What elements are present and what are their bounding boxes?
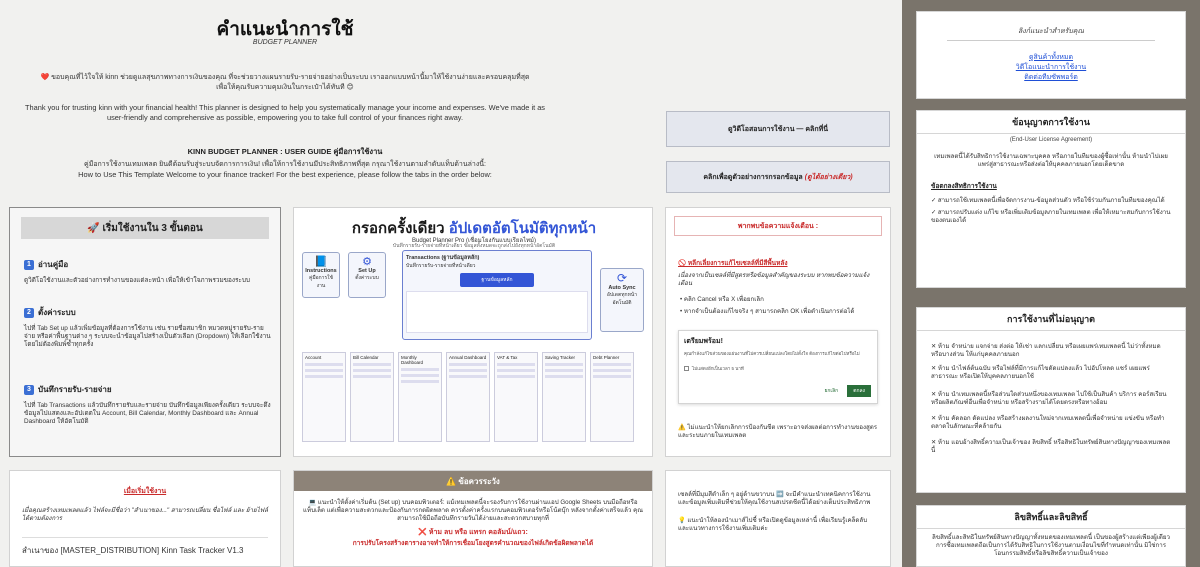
step-number-badge: 3	[24, 385, 34, 395]
box-sub: อัปเดตทุกหน้าอัตโนมัติ	[606, 292, 638, 306]
copyright-card	[916, 505, 1186, 567]
caution-text: 💻 แนะนำให้ตั้งค่าเริ่มต้น (Set up) บนคอมพิวเตอร์: แม้เทมเพลตนี้จะรองรับการใช้งานผ่านแอป Google Sheets บนมือถือหรือแท็บเล็ต แต่เพื่อความสะดวกและป้องกันการกดผิดพลาด ควรตั้งค่าครั้งแรกบนคอมพิวเตอร์หรือโน้ตบุ๊ก หลังจากตั้งค่าเสร็จแล้ว คุณสามารถใช้มือถือบันทึกรายวันได้ง่ายและสะดวกสบายทุกที่	[303, 499, 643, 522]
video-tutorial-label: ดูวิดีโอสอนการใช้งาน — คลิกที่นี่	[728, 125, 828, 133]
thanks-thai-line-2: เพื่อให้คุณรับความคุมเงินในกระเป๋าได้ทันที 😊	[216, 84, 354, 91]
license-title: ข้อนุญาตการใช้งาน	[917, 111, 1185, 134]
license-card	[916, 110, 1186, 288]
mini-label: Saving Tracker	[545, 355, 576, 360]
box-sub: บันทึกรายรับ-รายจ่ายที่หน้าเดียว	[406, 263, 476, 269]
link-contact-support[interactable]: ติดต่อทีมซัพพอร์ต	[1024, 74, 1078, 81]
instructions-box	[302, 252, 340, 298]
mini-label: Annual Dashboard	[449, 355, 487, 360]
transactions-box	[402, 250, 592, 340]
alert-heading: พากพบข้อความแจ้งเตือน :	[674, 216, 882, 236]
links-card	[916, 11, 1186, 99]
alert-panel	[665, 207, 891, 457]
mini-page-account	[302, 352, 346, 442]
dialog-checkbox-label: ไม่แสดงอีกเป็นเวลา 5 นาที	[692, 366, 744, 371]
warning-dialog-preview	[678, 330, 878, 404]
guide-english: How to Use This Template Welcome to your finance tracker! For the best experience, please follow the tabs in the order below:	[78, 170, 492, 179]
step-text: ไปที่ Tab Transactions แล้วบันทึกรายรับและรายจ่าย บันทึกข้อมูลเพียงครั้งเดียว ระบบจะดึงข้อมูลไปแสดงและอัปเดตใน Account, Bill Calendar, Monthly Dashboard และ Annual Dashboard ให้อัตโนมัติ	[24, 402, 271, 425]
alert-footer: ⚠️ ไม่แนะนำให้ยกเลิกการป้องกันชีต เพราะอาจส่งผลต่อการทำงานของสูตรและระบบภายในเทมเพลต	[678, 424, 878, 439]
allowed-title: ข้อตกลงสิทธิการใช้งาน	[931, 183, 997, 190]
mini-page-vat-tax	[494, 352, 538, 442]
caution-red-1: ❌ ห้าม ลบ หรือ แทรก คอลัมน์/แถว:	[418, 529, 528, 536]
box-title: Auto Sync	[608, 285, 636, 291]
caution-card	[293, 470, 653, 567]
example-data-label: คลิกเพื่อดูตัวอย่างการกรอกข้อมูล	[703, 173, 803, 181]
copyright-text: ลิขสิทธิ์และสิทธิในทรัพย์สินทางปัญญาทั้งหมดของเทมเพลตนี้ เป็นของผู้สร้างแต่เพียงผู้เดียว การซื้อเทมเพลตถือเป็นการได้รับสิทธิในการใช้งานตามเงื่อนไขที่กำหนดเท่านั้น มิใช่การโอนกรรมสิทธิ์หรือลิขสิทธิ์ความเป็นเจ้าของ	[932, 534, 1170, 557]
step-title: บันทึกรายรับ-รายจ่าย	[38, 385, 112, 394]
example-data-button[interactable]	[666, 161, 890, 193]
tips-text-1: เซลล์ที่มีมุมสีดำเล็ก ๆ อยู่ด้านขวาบน ➡️ จะมีคำแนะนำเทคนิคการใช้งาน	[678, 491, 871, 498]
mini-label: Bill Calendar	[353, 355, 379, 360]
sync-icon: ⟳	[616, 271, 628, 285]
alert-bullet-1: • คลิก Cancel หรือ X เพื่อยกเลิก	[680, 296, 764, 303]
infographic-title-a: กรอกครั้งเดียว	[351, 220, 445, 237]
step-title: ตั้งค่าระบบ	[38, 308, 76, 317]
alert-item-text: เนื่องจากเป็นเซลล์ที่มีสูตรหรือข้อมูลสำคัญของระบบ หากพบข้อความแจ้งเตือน	[678, 272, 870, 287]
dialog-ok-button: ตกลง	[847, 385, 871, 397]
dialog-cancel-button: ยกเลิก	[824, 388, 839, 394]
step-1	[24, 258, 274, 285]
mini-page-annual-dashboard	[446, 352, 490, 442]
guide-thai: คู่มือการใช้งานเทมเพลต ยินดีต้อนรับสู่ระบบจัดการการเงิน! เพื่อให้การใช้งานมีประสิทธิภาพที่สุด กรุณาใช้งานตามลำดับแท็บด้านล่างนี้:	[84, 161, 486, 168]
step-3	[24, 383, 274, 426]
start-card	[9, 470, 281, 567]
allowed-item-2: ✓ สามารถปรับแต่ง แก้ไข หรือเพิ่มเติมข้อมูลภายในเทมเพลต เพื่อให้เหมาะสมกับการใช้งานของตนเองได้	[931, 209, 1171, 224]
right-sidebar	[902, 0, 1200, 567]
forbidden-item: ✕ ห้าม แอบอ้างสิทธิ์ความเป็นเจ้าของ ลิขสิทธิ์ หรือสิทธิในทรัพย์สินทางปัญญาของเทมเพลตนี้	[931, 439, 1171, 454]
video-tutorial-button[interactable]	[666, 111, 890, 147]
step-text: ไปที่ Tab Set up แล้วเพิ่มข้อมูลที่ต้องการใช้งาน เช่น รายชื่อสมาชิก หมวดหมู่รายรับ-รายจ่าย หรือค่าพื้นฐานต่าง ๆ ระบบจะนำข้อมูลไปสร้างเป็นตัวเลือก (Dropdown) ให้เลือกใช้งาน โดยไม่ต้องพิมพ์ซ้ำทุกครั้ง	[24, 325, 271, 348]
mini-page-debt-planner	[590, 352, 634, 442]
infographic-title-b: อัปเดตอัตโนมัติทุกหน้า	[448, 220, 597, 237]
gear-icon: ⚙	[362, 256, 372, 268]
mini-page-monthly-dashboard	[398, 352, 442, 442]
example-data-note: (ดูได้อย่างเดียว)	[804, 173, 853, 181]
steps-panel	[9, 207, 281, 457]
forbidden-item: ✕ ห้าม จำหน่าย แจกจ่าย ส่งต่อ ให้เช่า แลกเปลี่ยน หรือเผยแพร่เทมเพลตนี้ ไม่ว่าทั้งหมดหรือบางส่วน ให้แก่บุคคลภายนอก	[931, 343, 1161, 358]
alert-bullet-2: • หากจำเป็นต้องแก้ไขจริง ๆ สามารถคลิก OK เพื่อดำเนินการต่อได้	[680, 308, 855, 315]
step-number-badge: 1	[24, 260, 34, 270]
links-title: ลิงก์แนะนำสำหรับคุณ	[947, 26, 1155, 41]
tips-text-3: 💡 แนะนำให้ลองนำเมาส์ไปชี้ หรือเปิดดูข้อมูลเหล่านี้ เพื่อเรียนรู้เคล็ดลับและแนวทางการใช้งานเพิ่มเติมค่ะ	[678, 517, 868, 532]
file-name: สำเนาของ [MASTER_DISTRIBUTION] Kinn Task Tracker V1.3	[22, 537, 268, 557]
guide-title: KINN BUDGET PLANNER : USER GUIDE คู่มือการใช้งาน	[187, 147, 383, 156]
transactions-table-preview	[406, 291, 588, 333]
caution-title: ⚠️ ข้อควรระวัง	[294, 471, 652, 491]
allowed-item-1: ✓ สามารถใช้เทมเพลตนี้เพื่อจัดการงาน-ข้อมูลส่วนตัว หรือใช้ร่วมกันภายในทีมของคุณได้	[931, 197, 1165, 204]
page-title: คำแนะนำการใช้	[216, 19, 354, 40]
step-title: อ่านคู่มือ	[38, 260, 69, 269]
page-subtitle: BUDGET PLANNER	[252, 39, 318, 46]
step-number-badge: 2	[24, 308, 34, 318]
setup-box	[348, 252, 386, 298]
copyright-title: ลิขสิทธิ์และลิขสิทธิ์	[917, 506, 1185, 529]
steps-heading: 🚀 เริ่มใช้งานใน 3 ขั้นตอน	[21, 217, 269, 239]
box-title: Instructions	[305, 268, 337, 274]
infographic-subtitle: Budget Planner Pro (เชื่อมโยงกันแบบเรียลไทม์)	[412, 238, 536, 244]
alert-item-title: 🚫 หลีกเลี่ยงการแก้ไขเซลล์ที่มีสีพื้นหลัง	[678, 260, 788, 267]
step-text: ดูวิดีโอใช้งานและตัวอย่างการทำงานของแต่ละหน้า เพื่อให้เข้าใจภาพรวมของระบบ	[24, 277, 250, 284]
box-sub: ตั้งค่าระบบ	[355, 275, 379, 281]
dialog-actions	[819, 385, 871, 397]
infographic-subtitle-small: บันทึกรายรับ-รายจ่ายที่หน้าเดียว ข้อมูลทั้งหมดจะถูกส่งไปยังทุกหน้าอัตโนมัติ	[392, 243, 556, 249]
mini-label: VAT & Tax	[497, 355, 518, 360]
start-text: เมื่อคุณสร้างเทมเพลตแล้ว ไฟล์จะมีชื่อว่า "สำเนาของ..." สามารถเปลี่ยน ชื่อไฟล์ และ ย้ายไฟล์ ได้ตามต้องการ	[22, 507, 268, 522]
forbidden-item: ✕ ห้าม คัดลอก ดัดแปลง หรือสร้างผลงานใหม่จากเทมเพลตนี้เพื่อจำหน่าย แข่งขัน หรือทำตลาดในลักษณะที่คล้ายกัน	[931, 415, 1165, 430]
dialog-checkbox-row	[684, 365, 872, 372]
license-text: เทมเพลตนี้ได้รับสิทธิการใช้งานเฉพาะบุคคล หรือภายในทีมของผู้ซื้อเท่านั้น ห้ามนำไปเผยแพร่สู่สาธารณะหรือส่งต่อให้บุคคลภายนอกโดยเด็ดขาด	[934, 153, 1168, 168]
start-title: เมื่อเริ่มใช้งาน	[123, 488, 167, 495]
tips-card	[665, 470, 891, 567]
link-all-products[interactable]: ดูสินค้าทั้งหมด	[1028, 54, 1074, 61]
database-badge: ฐานข้อมูลหลัก	[460, 273, 534, 287]
box-title: Set Up	[358, 268, 376, 274]
step-2	[24, 306, 274, 349]
thanks-thai-line-1: ❤️ ขอบคุณที่ไว้ใจให้ kinn ช่วยดูแลสุขภาพทางการเงินของคุณ ที่จะช่วยวางแผนรายรับ-รายจ่ายอย่างเป็นระบบ เราออกแบบหน้านี้มาให้ใช้งานง่ายและครอบคลุมที่สุด	[40, 74, 530, 81]
mini-page-saving-tracker	[542, 352, 586, 442]
caution-red-2: การปรับโครงสร้างตารางอาจทำให้การเชื่อมโยงสูตรคำนวณของไฟล์เกิดข้อผิดพลาดได้	[352, 540, 594, 547]
tips-text-2: และข้อมูลเพิ่มเติมที่ช่วยให้คุณใช้งานสเปรดชีตนี้ได้อย่างเต็มประสิทธิภาพ	[678, 499, 871, 506]
license-subtitle: (End-User License Agreement)	[1009, 137, 1093, 143]
dialog-title: เตรียมพร้อม!	[684, 338, 723, 345]
forbidden-item: ✕ ห้าม นำเทมเพลตนี้หรือส่วนใดส่วนหนึ่งของเทมเพลต ไปใช้เป็นสินค้า บริการ คอร์สเรียน หรือผลิตภัณฑ์อื่นเพื่อจำหน่าย หรือสร้างรายได้โดยตรงหรือทางอ้อม	[931, 391, 1167, 406]
link-tutorial-video[interactable]: วิดีโอแนะนำการใช้งาน	[1015, 64, 1087, 71]
thanks-english: Thank you for trusting kinn with your financial health! This planner is designed to help you systematically manage your income and expenses. We've made it as user-friendly and comprehensive as possible, empowering you to take full control of your finances right away.	[25, 103, 545, 122]
mini-page-bill-calendar	[350, 352, 394, 442]
mini-label: Account	[305, 355, 322, 360]
box-sub: คู่มือการใช้งาน	[309, 275, 333, 289]
auto-sync-box	[600, 268, 644, 332]
box-title: Transactions (ฐานข้อมูลหลัก)	[406, 255, 480, 261]
mini-label: Debt Planner	[593, 355, 620, 360]
forbidden-item: ✕ ห้าม นำไฟล์ต้นฉบับ หรือไฟล์ที่มีการแก้ไขดัดแปลงแล้ว ไปอัปโหลด แชร์ เผยแพร่สาธารณะ หรือเปิดให้บุคคลภายนอกใช้	[931, 365, 1150, 380]
book-icon: 📘	[314, 256, 328, 268]
mini-label: Monthly Dashboard	[401, 355, 424, 365]
forbidden-card	[916, 307, 1186, 493]
forbidden-title: การใช้งานที่ไม่อนุญาต	[917, 308, 1185, 331]
checkbox-icon	[684, 366, 689, 371]
dialog-text: คุณกำลังแก้ไขส่วนของแผ่นงานที่ไม่ควรเปลี่ยนแปลงโดยไม่ตั้งใจ ต้องการแก้ไขต่อไปหรือไม่	[684, 351, 860, 356]
